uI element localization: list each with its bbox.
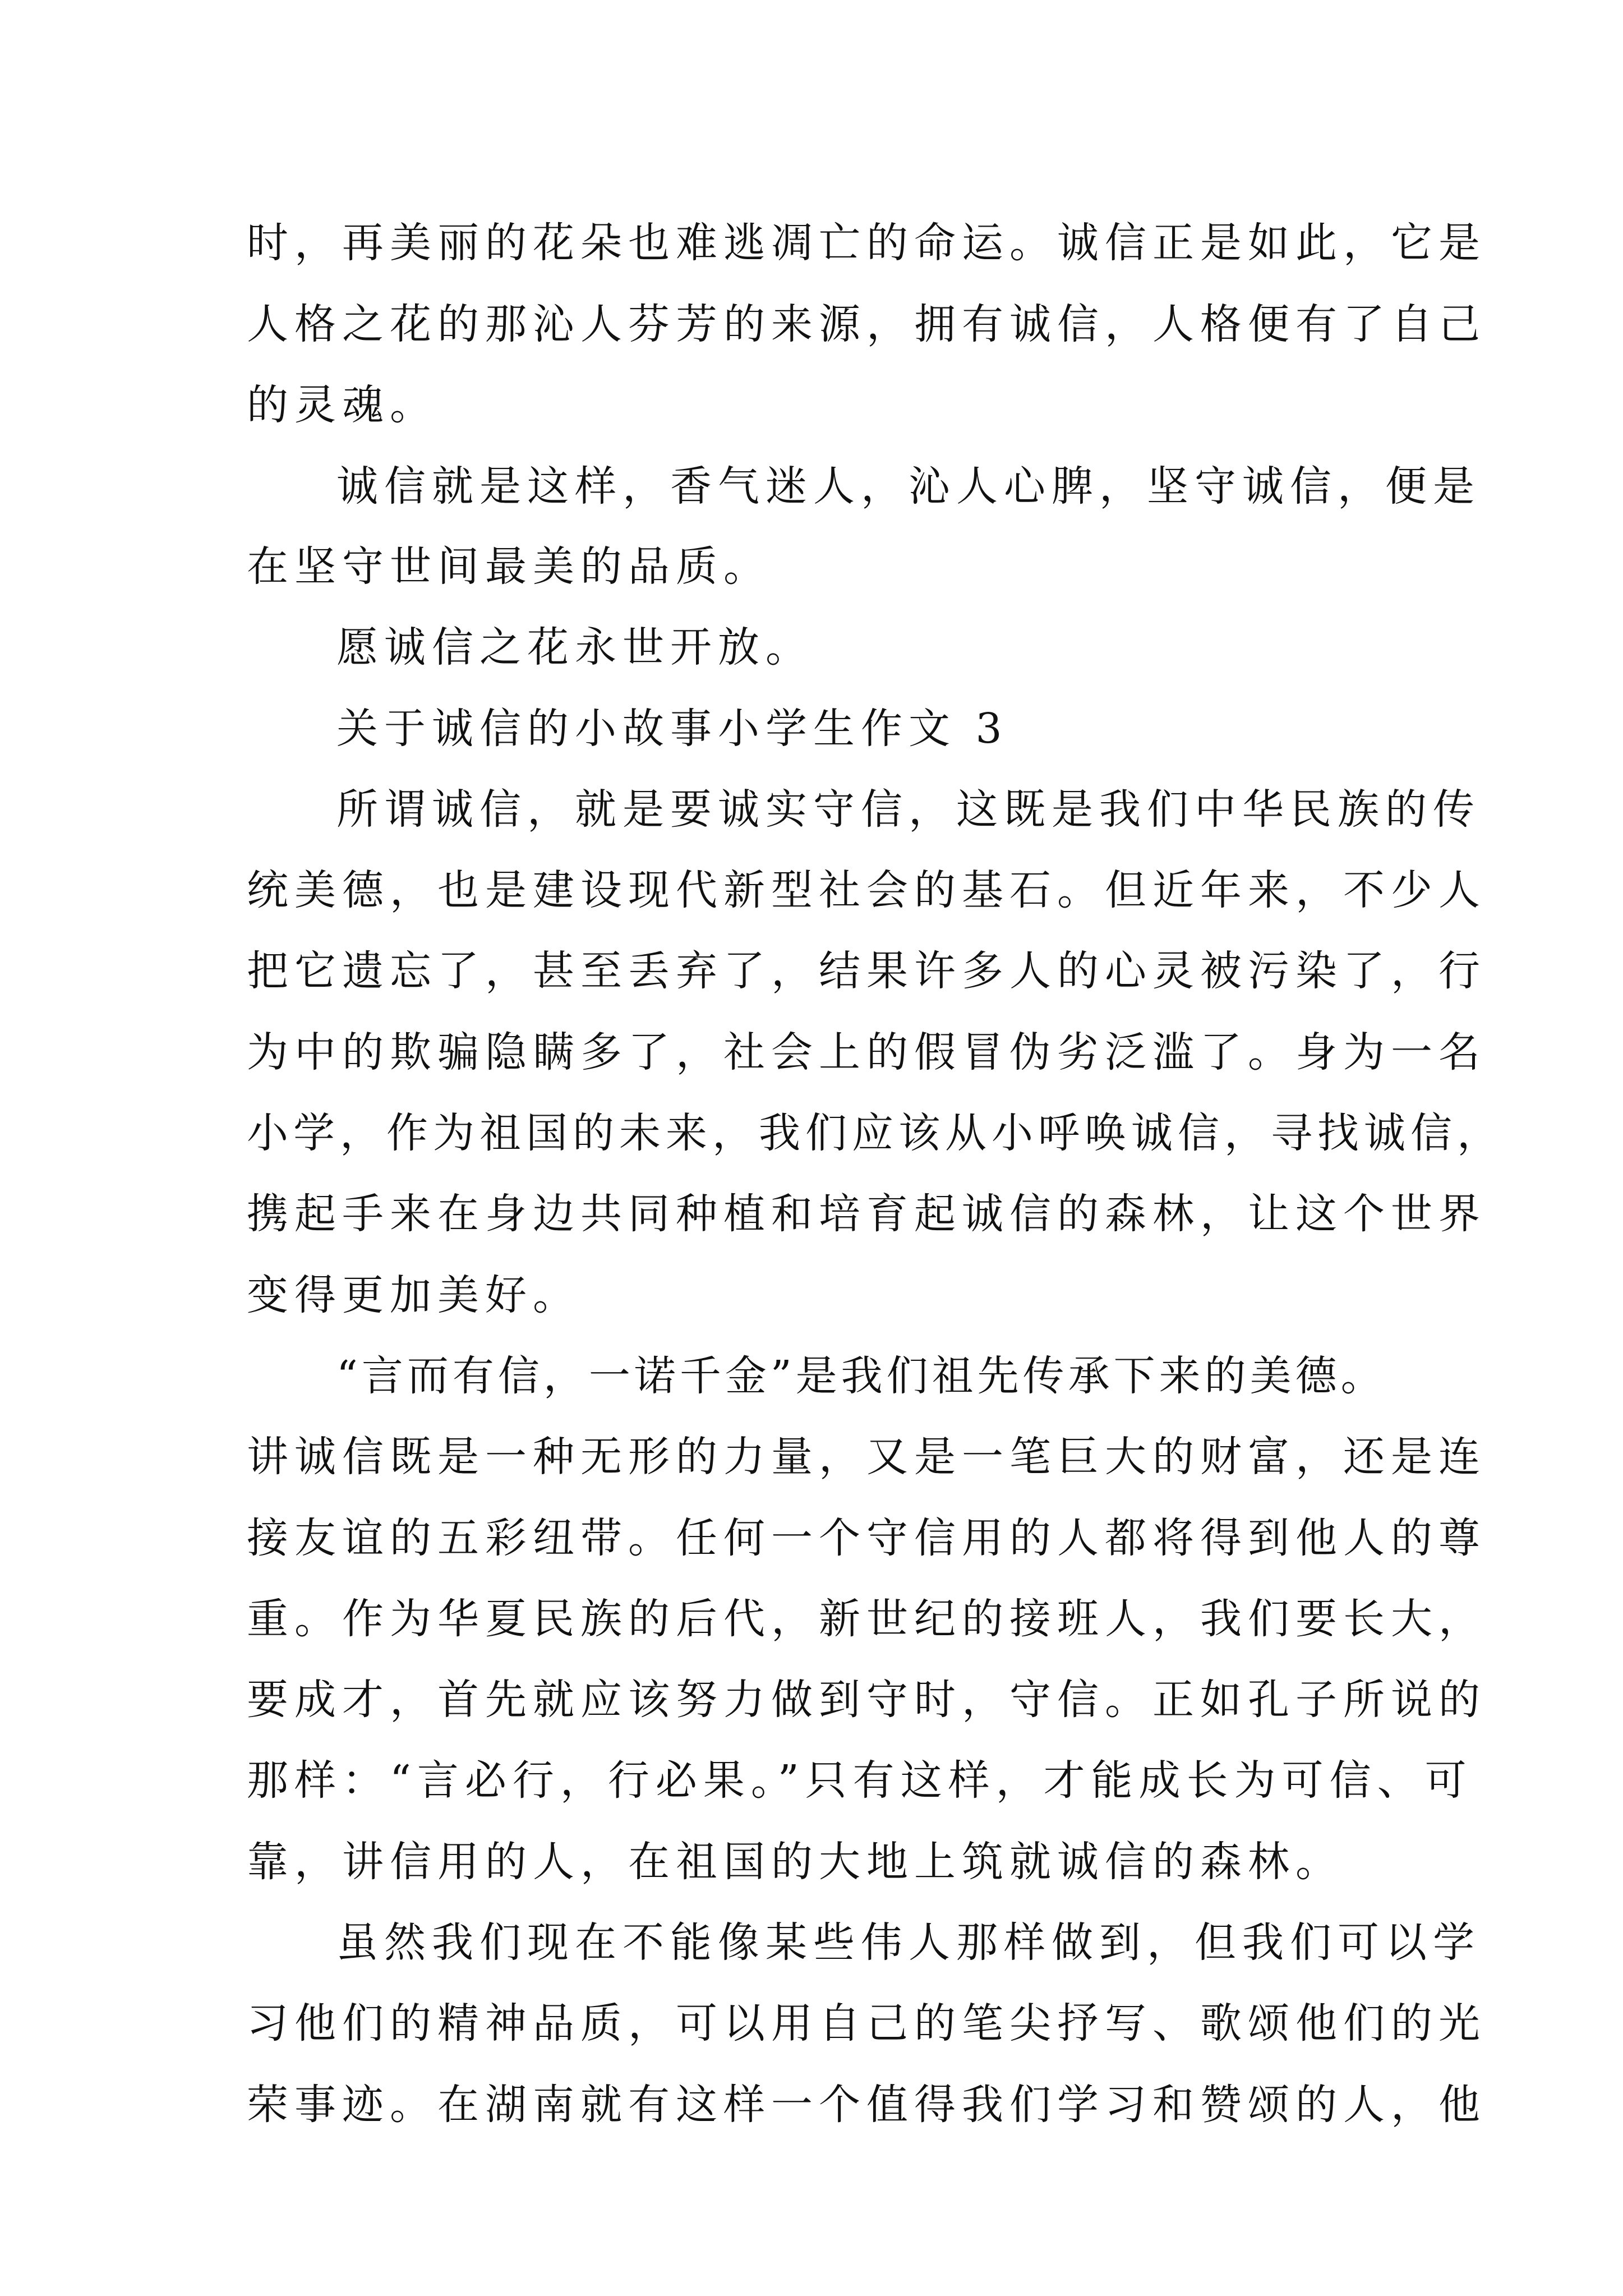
text-line: 所谓诚信，就是要诚实守信，这既是我们中华民族的传 bbox=[336, 785, 1481, 834]
section-heading: 关于诚信的小故事小学生作文 3 bbox=[336, 705, 1008, 753]
text-line: 携起手来在身边共同种植和培育起诚信的森林，让这个世界 bbox=[247, 1190, 1486, 1238]
text-line: 讲诚信既是一种无形的力量，又是一笔巨大的财富，还是连 bbox=[247, 1433, 1486, 1481]
text-line: 接友谊的五彩纽带。任何一个守信用的人都将得到他人的尊 bbox=[247, 1514, 1486, 1562]
text-line: 为中的欺骗隐瞒多了，社会上的假冒伪劣泛滥了。身为一名 bbox=[247, 1028, 1486, 1076]
text-line: “言而有信，一诺千金”是我们祖先传承下来的美德。 bbox=[336, 1352, 1386, 1400]
text-line: 诚信就是这样，香气迷人，沁人心脾，坚守诚信，便是 bbox=[336, 462, 1481, 510]
text-line: 人格之花的那沁人芬芳的来源，拥有诚信，人格便有了自己 bbox=[247, 300, 1486, 348]
text-line: 要成才，首先就应该努力做到守时，守信。正如孔子所说的 bbox=[247, 1676, 1486, 1724]
text-line: 习他们的精神品质，可以用自己的笔尖抒写、歌颂他们的光 bbox=[247, 1999, 1486, 2047]
text-line: 时，再美丽的花朵也难逃凋亡的命运。诚信正是如此，它是 bbox=[247, 219, 1486, 267]
text-line: 愿诚信之花永世开放。 bbox=[336, 623, 813, 671]
text-line: 变得更加美好。 bbox=[247, 1271, 580, 1319]
text-line: 靠，讲信用的人，在祖国的大地上筑就诚信的森林。 bbox=[247, 1838, 1343, 1886]
text-line: 虽然我们现在不能像某些伟人那样做到，但我们可以学 bbox=[336, 1918, 1481, 1967]
text-line: 统美德，也是建设现代新型社会的基石。但近年来，不少人 bbox=[247, 866, 1486, 914]
text-line: 那样：“言必行，行必果。”只有这样，才能成长为可信、可 bbox=[247, 1756, 1473, 1805]
text-line: 小学，作为祖国的未来，我们应该从小呼唤诚信，寻找诚信， bbox=[247, 1109, 1504, 1157]
text-line: 荣事迹。在湖南就有这样一个值得我们学习和赞颂的人，他 bbox=[247, 2081, 1486, 2129]
text-line: 的灵魂。 bbox=[247, 381, 437, 429]
text-line: 重。作为华夏民族的后代，新世纪的接班人，我们要长大， bbox=[247, 1595, 1486, 1643]
text-line: 在坚守世间最美的品质。 bbox=[247, 542, 771, 591]
text-line: 把它遗忘了，甚至丢弃了，结果许多人的心灵被污染了，行 bbox=[247, 947, 1486, 995]
